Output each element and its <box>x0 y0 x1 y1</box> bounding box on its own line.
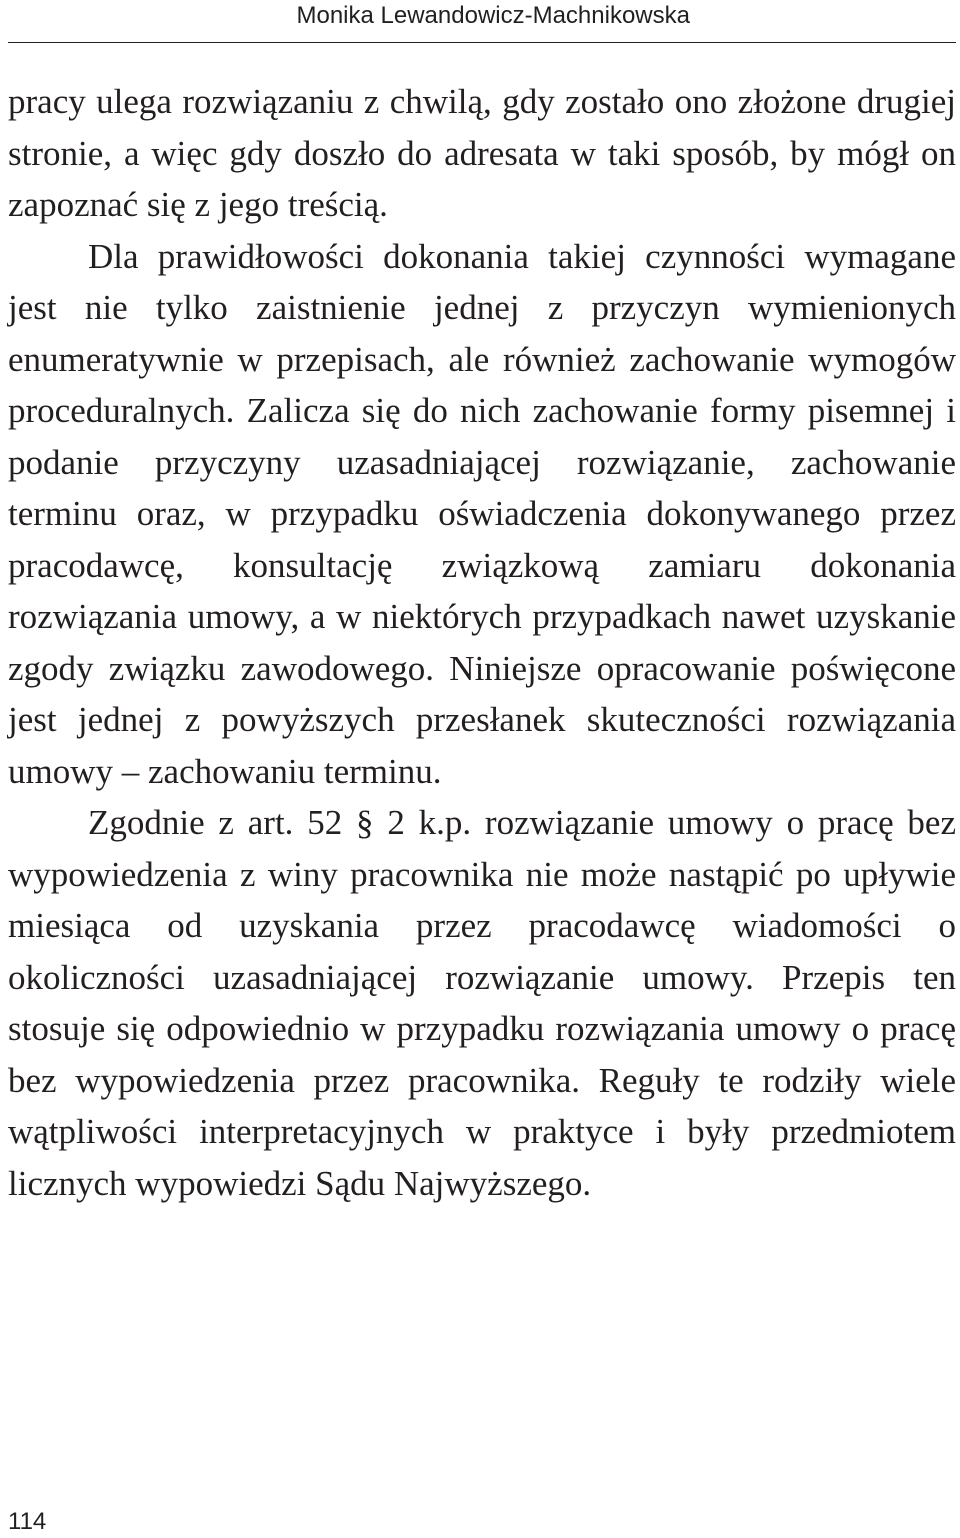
paragraph-art-52: Zgodnie z art. 52 § 2 k.p. rozwiązanie umowy o pracę bez wypowiedzenia z winy pracownika nie może nastąpić po upływie miesiąca od uzyskania przez pracodawcę wiadomości o okoliczności uzasadniającej rozwiązanie umowy. Przepis ten stosuje się odpowiednio w przypadku rozwiązania umowy o pracę bez wypowiedzenia przez pracownika. Reguły te rodziły wiele wątpliwości interpretacyjnych w praktyce i były przedmiotem licznych wypowiedzi Sądu Najwyższego. <box>8 803 956 1203</box>
paragraph-requirements: Dla prawidłowości dokonania takiej czynności wymagane jest nie tylko zaistnienie jednej z przyczyn wymienionych enumeratywnie w przepisach, ale również zachowanie wymogów proceduralnych. Zalicza się do nich zachowanie formy pisemnej i podanie przyczyny uzasadniającej rozwiązanie, zachowanie terminu oraz, w przypadku oświadczenia dokonywanego przez pracodawcę, konsultację związkową zamiaru dokonania rozwiązania umowy, a w niektórych przypadkach nawet uzyskanie zgody związku zawodowego. Niniejsze opracowanie poświęcone jest jednej z powyższych przesłanek skuteczności rozwiązania umowy – zachowaniu terminu. <box>8 236 956 791</box>
paragraph-continuation: pracy ulega rozwiązaniu z chwilą, gdy zostało ono złożone drugiej stronie, a więc gdy doszło do adresata w taki sposób, by mógł on zapoznać się z jego treścią. <box>8 82 956 224</box>
header-divider <box>8 42 956 43</box>
running-header-author: Monika Lewandowicz-Machnikowska <box>296 2 690 29</box>
body-text <box>8 76 956 1209</box>
page-number: 114 <box>8 1508 47 1535</box>
